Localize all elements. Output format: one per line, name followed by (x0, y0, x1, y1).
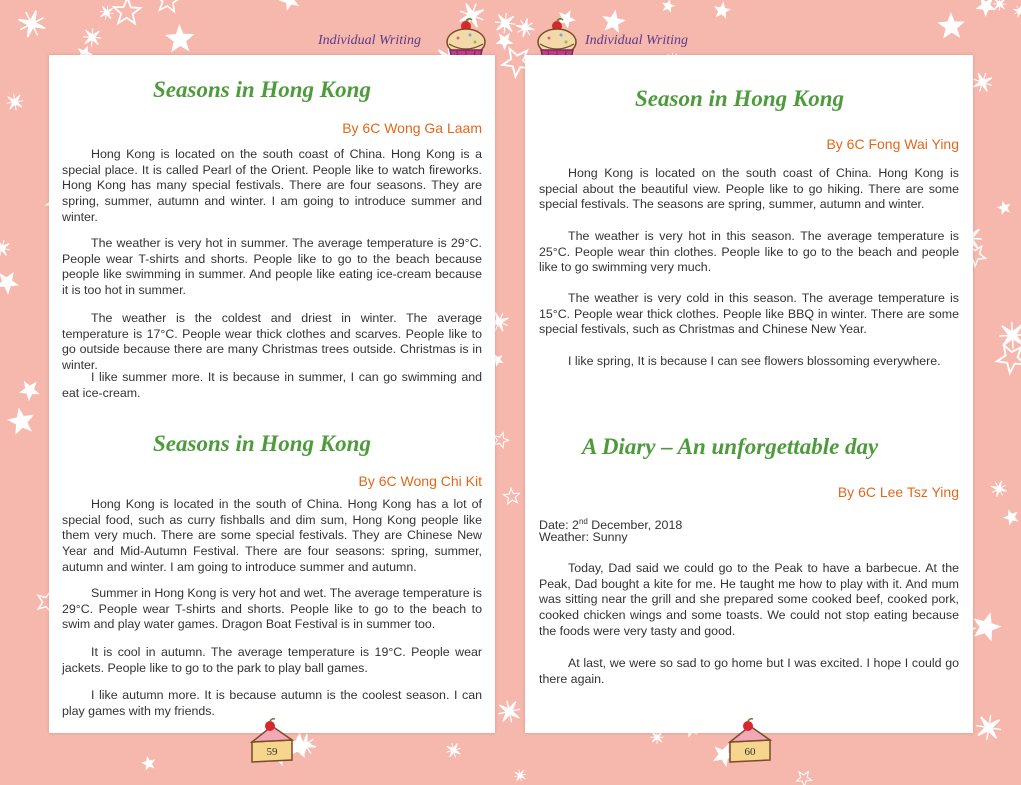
page-number-badge (248, 718, 296, 768)
cake-slice-icon (248, 718, 296, 768)
article-paragraph: It is cool in autumn. The average temperature is 19°C. People wear jackets. People like to go to the park to play ball games. (62, 645, 482, 675)
article-paragraph: Hong Kong is located on the south coast of China. Hong Kong is special about the beautiful view. People like to go hiking. There are some special festivals. The seasons are spring, summer, autumn and winter. (539, 166, 959, 212)
article-paragraph: The weather is very hot in this season. The average temperature is 25°C. People wear thin clothes. People like to go to the beach and people like to go swimming very much. (539, 229, 959, 275)
page-number: 59 (266, 746, 278, 758)
right-page (525, 55, 973, 733)
article-paragraph: I like spring, It is because I can see flowers blossoming everywhere. (568, 354, 941, 368)
article-paragraph: The weather is very hot in summer. The average temperature is 29°C. People wear T-shirts and shorts. People like to go to the beach because people like swimming in summer. And people like eating ice-cream because it is too hot in summer. (62, 236, 482, 298)
article-paragraph: At last, we were so sad to go home but I was excited. I hope I could go there again. (539, 656, 959, 686)
header-label-right: Individual Writing (585, 33, 689, 48)
article-byline: By 6C Wong Ga Laam (342, 120, 482, 136)
diary-date: Date: 2nd December, 2018 (539, 517, 683, 533)
page-number-badge (726, 718, 774, 768)
article-byline: By 6C Wong Chi Kit (358, 473, 482, 489)
article-paragraph: Hong Kong is located on the south coast of China. Hong Kong is a special place. It is called Pearl of the Orient. People like to watch fireworks. Hong Kong has many special festivals. There are four seasons. They are spring, summer, autumn and winter. I am going to introduce summer and winter. (62, 147, 482, 224)
article-paragraph: Today, Dad said we could go to the Peak to have a barbecue. At the Peak, Dad bought a kite for me. He taught me how to play with it. And mum was sitting near the grill and she prepared some cooked beef, cooked pork, cooked chicken wings and some toasts. We could not stop eating because the foods were very tasty and good. (539, 561, 959, 638)
header-label-left: Individual Writing (318, 33, 422, 48)
article-paragraph: Summer in Hong Kong is very hot and wet. The average temperature is 29°C. People wear T-shirts and shorts. People like to go to the beach to swim and play water games. Dragon Boat Festival is in summer too. (62, 586, 482, 632)
diary-weather: Weather: Sunny (539, 530, 628, 544)
article-byline: By 6C Fong Wai Ying (826, 136, 959, 152)
article-byline: By 6C Lee Tsz Ying (837, 484, 959, 500)
left-page (49, 55, 495, 733)
article-paragraph: Hong Kong is located in the south of China. Hong Kong has a lot of special food, such as curry fishballs and dim sum, Hong Kong people like them very much. There are some special festivals. They are Chinese New Year and Mid-Autumn Festival. There are four seasons: spring, summer, autumn and winter. I am going to introduce summer and autumn. (62, 497, 482, 574)
article-paragraph: The weather is very cold in this season. The average temperature is 15°C. People wear thick clothes. People like BBQ in winter. There are some special festivals, such as Christmas and Chinese New Year. (539, 291, 959, 337)
article-paragraph: The weather is the coldest and driest in winter. The average temperature is 17°C. People wear thick clothes and scarves. People like to go outside because there are many Christmas trees outside. Christmas is in winter. (62, 311, 482, 373)
article-paragraph: I like autumn more. It is because autumn is the coolest season. I can play games with my friends. (62, 688, 482, 718)
article-paragraph: I like summer more. It is because in summer, I can go swimming and eat ice-cream. (62, 370, 482, 400)
article-title: Season in Hong Kong (635, 86, 844, 111)
article-title: A Diary – An unforgettable day (582, 434, 879, 459)
cake-slice-icon (726, 718, 774, 768)
article-title: Seasons in Hong Kong (153, 431, 371, 456)
article-title: Seasons in Hong Kong (153, 77, 371, 102)
page-number: 60 (744, 746, 756, 758)
